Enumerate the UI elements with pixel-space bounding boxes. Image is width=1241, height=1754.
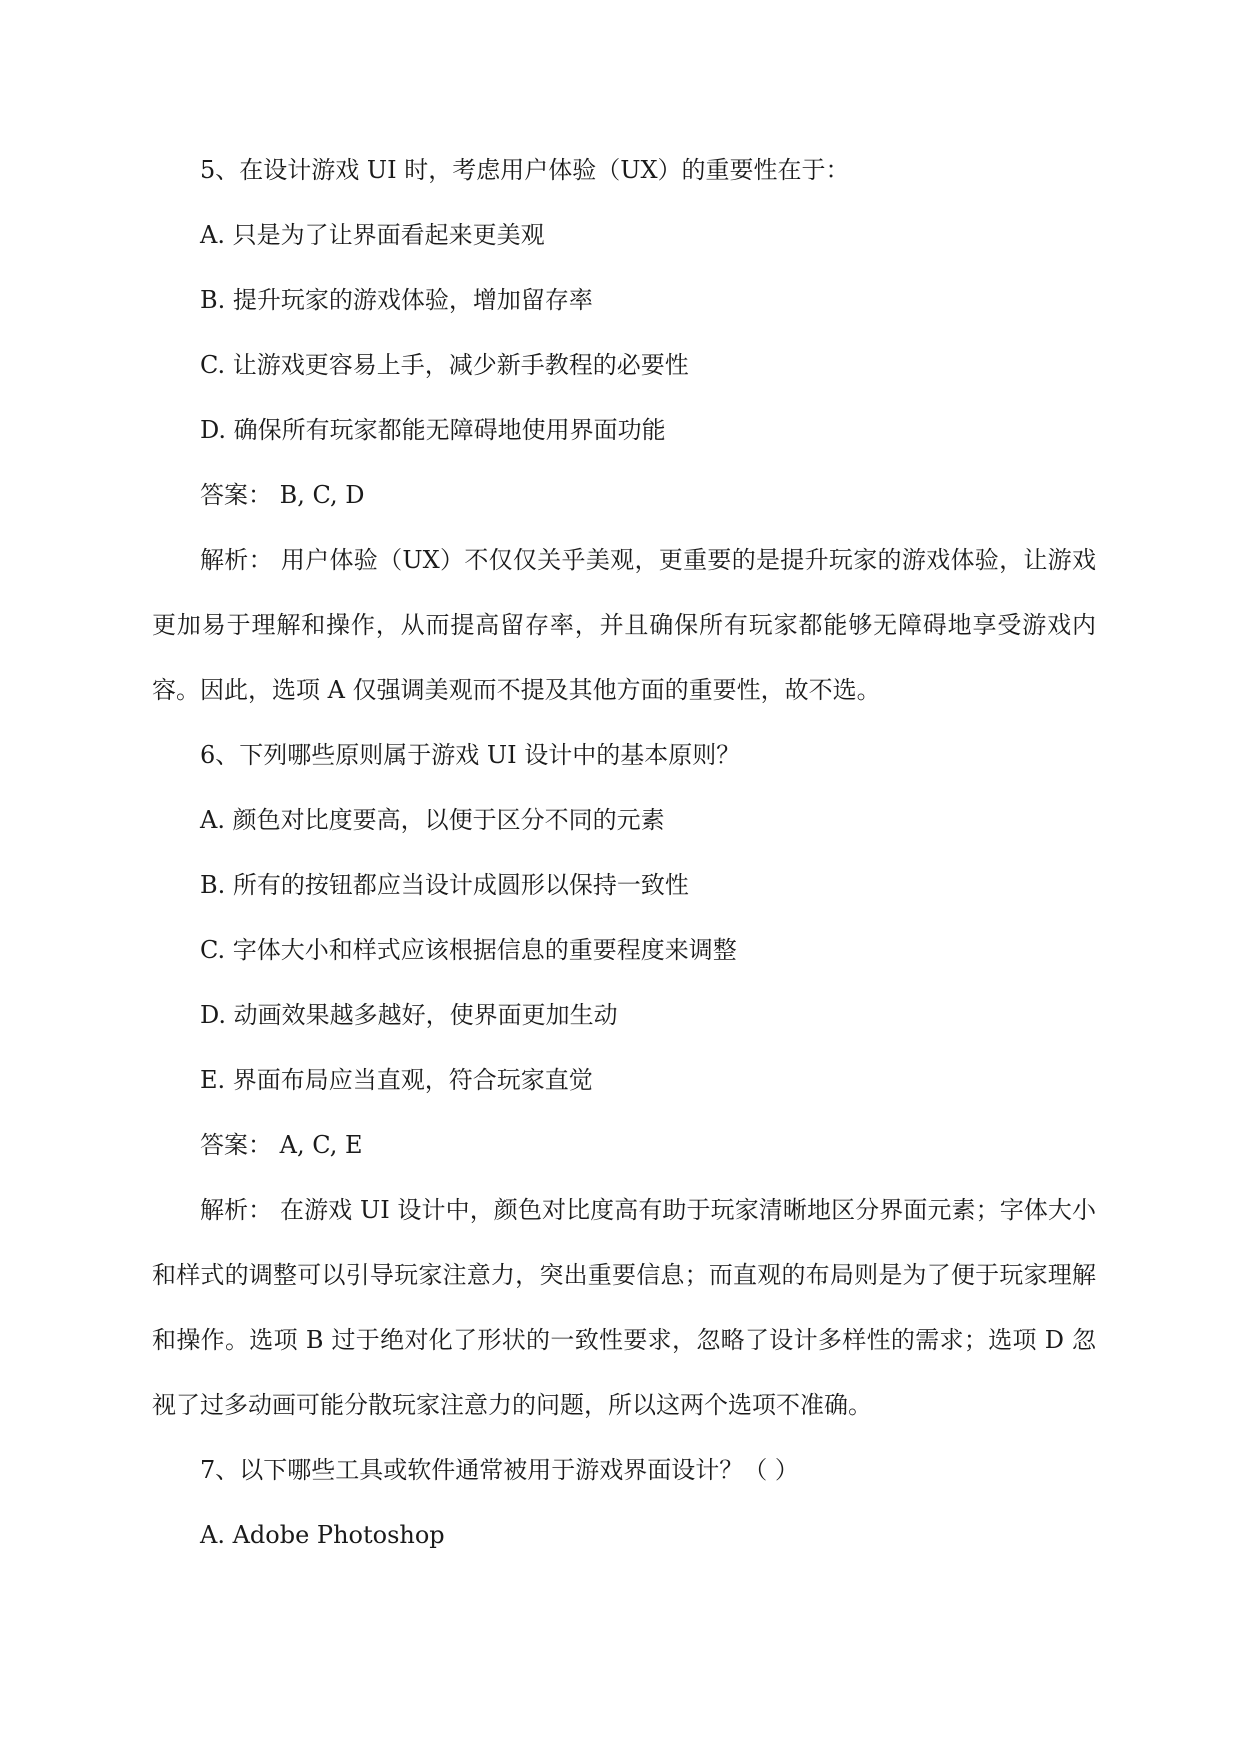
question-5-text: 5、在设计游戏 UI 时，考虑用户体验（UX）的重要性在于： xyxy=(200,156,850,184)
question-5-option-b: B. 提升玩家的游戏体验，增加留存率 xyxy=(200,286,593,314)
page-content xyxy=(152,138,1096,1568)
question-5-answer: 答案： B, C, D xyxy=(200,481,365,509)
question-7-option-a: A. Adobe Photoshop xyxy=(200,1521,445,1549)
question-5-analysis: 解析： 用户体验（UX）不仅仅关乎美观，更重要的是提升玩家的游戏体验，让游戏更加易于理解和操作，从而提高留存率，并且确保所有玩家都能够无障碍地享受游戏内容。因此，选项 A 仅强调美观而不提及其他方面的重要性，故不选。 xyxy=(152,546,1096,704)
question-6-option-b: B. 所有的按钮都应当设计成圆形以保持一致性 xyxy=(200,871,689,899)
question-6-option-a: A. 颜色对比度要高，以便于区分不同的元素 xyxy=(200,806,665,834)
question-5-option-d: D. 确保所有玩家都能无障碍地使用界面功能 xyxy=(200,416,666,444)
question-6-option-c: C. 字体大小和样式应该根据信息的重要程度来调整 xyxy=(200,936,737,964)
question-6-answer: 答案： A, C, E xyxy=(200,1131,363,1159)
question-6-analysis: 解析： 在游戏 UI 设计中，颜色对比度高有助于玩家清晰地区分界面元素；字体大小和样式的调整可以引导玩家注意力，突出重要信息；而直观的布局则是为了便于玩家理解和操作。选项 B 过于绝对化了形状的一致性要求，忽略了设计多样性的需求；选项 D 忽视了过多动画可能分散玩家注意力的问题，所以这两个选项不准确。 xyxy=(152,1196,1096,1419)
question-5-option-c: C. 让游戏更容易上手，减少新手教程的必要性 xyxy=(200,351,689,379)
question-6-option-d: D. 动画效果越多越好，使界面更加生动 xyxy=(200,1001,618,1029)
question-7-text: 7、以下哪些工具或软件通常被用于游戏界面设计？（ ） xyxy=(200,1456,799,1484)
question-6-option-e: E. 界面布局应当直观，符合玩家直觉 xyxy=(200,1066,593,1094)
question-5-option-a: A. 只是为了让界面看起来更美观 xyxy=(200,221,545,249)
question-6-text: 6、下列哪些原则属于游戏 UI 设计中的基本原则？ xyxy=(200,741,741,769)
